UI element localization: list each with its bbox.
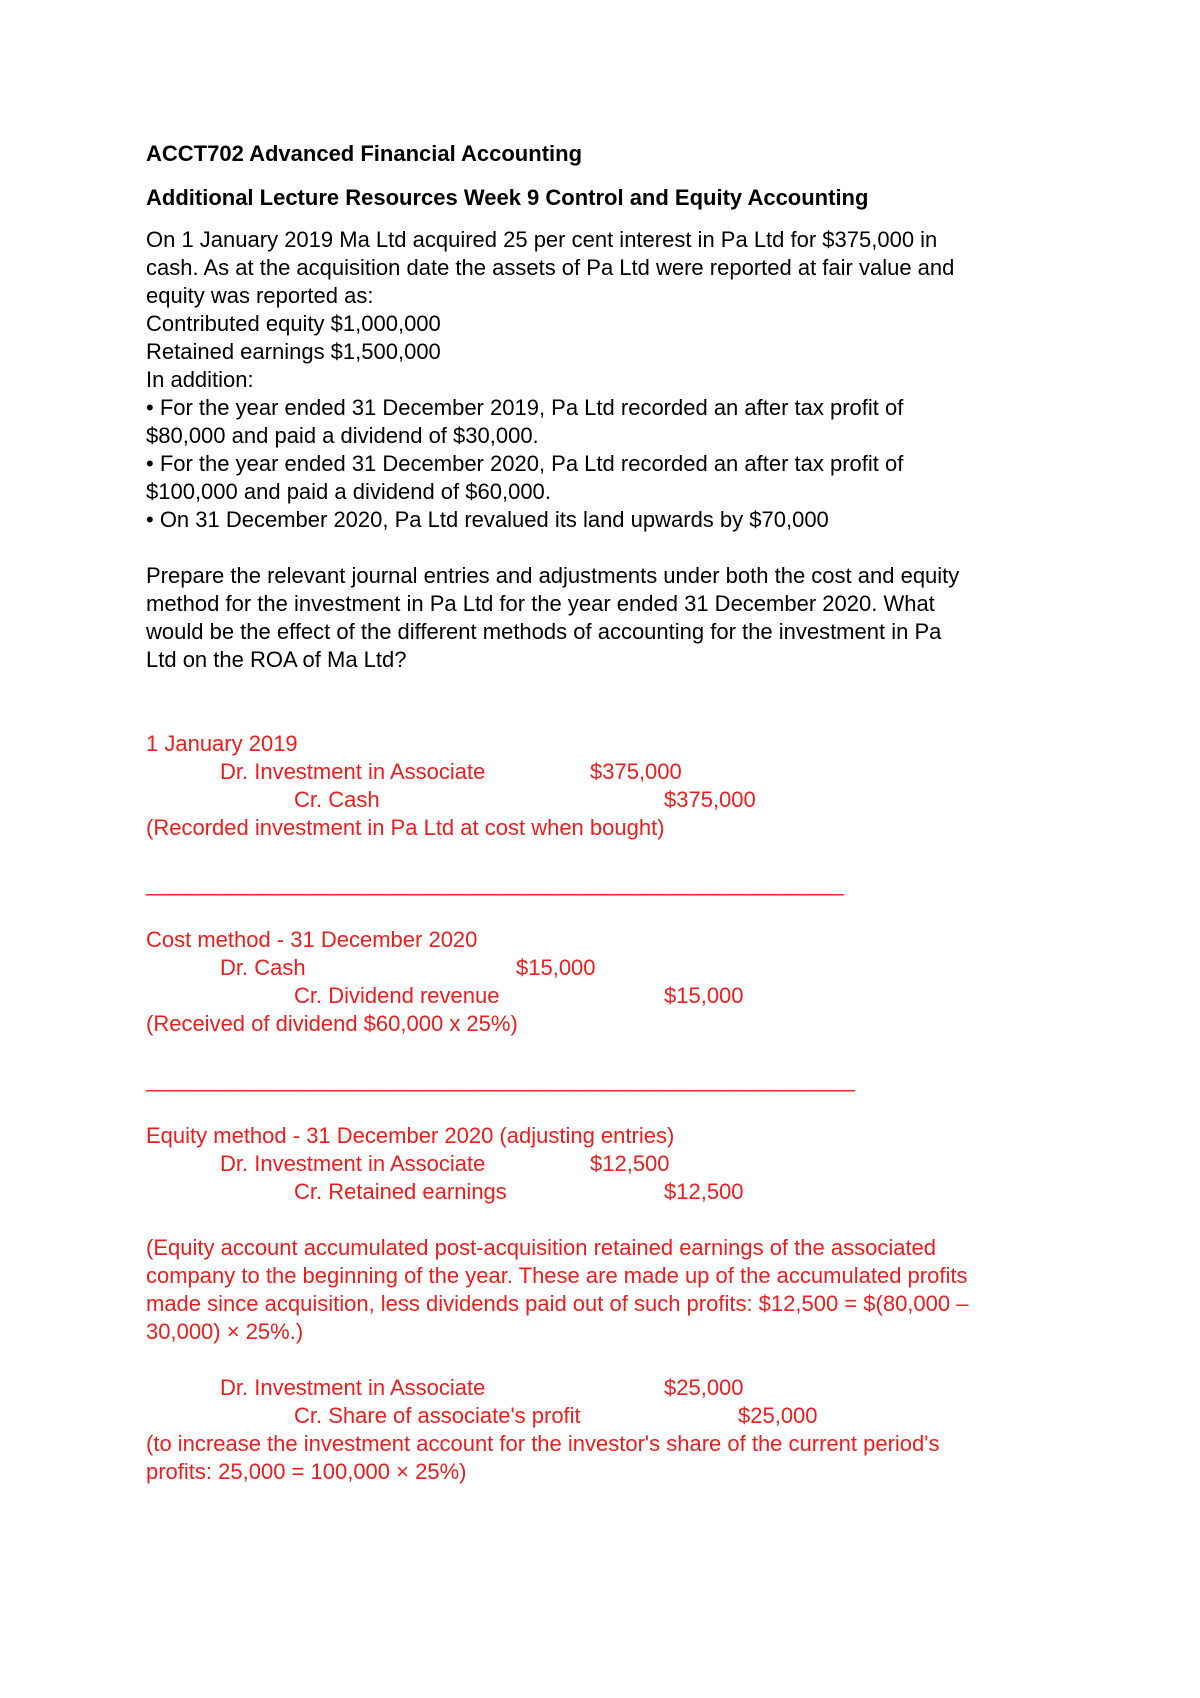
intro-line: In addition: — [146, 367, 254, 392]
credit-amount: $15,000 — [664, 983, 744, 1008]
question-line: Prepare the relevant journal entries and adjustments under both the cost and equity — [146, 563, 960, 588]
credit-amount: $375,000 — [664, 787, 756, 812]
debit-amount: $25,000 — [664, 1375, 744, 1400]
question-line: would be the effect of the different methods of accounting for the investment in Pa — [146, 619, 942, 644]
document-title: ACCT702 Advanced Financial Accounting — [146, 141, 583, 166]
question-line: Ltd on the ROA of Ma Ltd? — [146, 647, 407, 672]
credit-label: Cr. Dividend revenue — [294, 983, 500, 1008]
note-line: profits: 25,000 = 100,000 × 25%) — [146, 1459, 467, 1484]
intro-line: $80,000 and paid a dividend of $30,000. — [146, 423, 539, 448]
debit-label: Dr. Investment in Associate — [220, 1151, 486, 1176]
acquisition-note: (Recorded investment in Pa Ltd at cost when bought) — [146, 815, 665, 840]
acquisition-entry — [146, 730, 1086, 842]
intro-paragraph — [146, 226, 1086, 534]
credit-amount: $25,000 — [738, 1403, 818, 1428]
equity-note-1 — [146, 1234, 1086, 1346]
debit-label: Dr. Cash — [220, 955, 306, 980]
intro-line: • On 31 December 2020, Pa Ltd revalued its land upwards by $70,000 — [146, 507, 829, 532]
debit-amount: $375,000 — [590, 759, 682, 784]
intro-line: Contributed equity $1,000,000 — [146, 311, 441, 336]
cost-method-note: (Received of dividend $60,000 x 25%) — [146, 1011, 518, 1036]
intro-line: $100,000 and paid a dividend of $60,000. — [146, 479, 551, 504]
debit-amount: $12,500 — [590, 1151, 670, 1176]
credit-label: Cr. Share of associate's profit — [294, 1403, 581, 1428]
document-page — [146, 140, 1086, 1486]
intro-line: On 1 January 2019 Ma Ltd acquired 25 per cent interest in Pa Ltd for $375,000 in — [146, 227, 938, 252]
intro-line: Retained earnings $1,500,000 — [146, 339, 441, 364]
intro-line: • For the year ended 31 December 2020, Pa Ltd recorded an after tax profit of — [146, 451, 904, 476]
cost-method-entry — [146, 926, 1086, 1038]
credit-label: Cr. Retained earnings — [294, 1179, 507, 1204]
debit-label: Dr. Investment in Associate — [220, 1375, 486, 1400]
note-line: 30,000) × 25%.) — [146, 1319, 304, 1344]
note-line: (to increase the investment account for the investor's share of the current period's — [146, 1431, 940, 1456]
note-line: made since acquisition, less dividends paid out of such profits: $12,500 = $(80,000 – — [146, 1291, 969, 1316]
note-line: company to the beginning of the year. These are made up of the accumulated profits — [146, 1263, 968, 1288]
cost-method-heading: Cost method - 31 December 2020 — [146, 927, 478, 952]
acquisition-heading: 1 January 2019 — [146, 731, 298, 756]
intro-line: • For the year ended 31 December 2019, Pa Ltd recorded an after tax profit of — [146, 395, 904, 420]
debit-label: Dr. Investment in Associate — [220, 759, 486, 784]
note-line: (Equity account accumulated post-acquisition retained earnings of the associated — [146, 1235, 937, 1260]
separator-line: ______________________________________________________________ — [146, 871, 843, 896]
separator-line: _______________________________________________________________ — [146, 1067, 854, 1092]
equity-method-entries — [146, 1122, 1086, 1486]
debit-amount: $15,000 — [516, 955, 596, 980]
equity-note-2 — [146, 1430, 1086, 1486]
equity-method-heading: Equity method - 31 December 2020 (adjusting entries) — [146, 1123, 675, 1148]
credit-label: Cr. Cash — [294, 787, 380, 812]
question-line: method for the investment in Pa Ltd for the year ended 31 December 2020. What — [146, 591, 935, 616]
intro-line: equity was reported as: — [146, 283, 374, 308]
question-paragraph — [146, 562, 1086, 674]
document-subtitle: Additional Lecture Resources Week 9 Control and Equity Accounting — [146, 185, 869, 210]
intro-line: cash. As at the acquisition date the assets of Pa Ltd were reported at fair value and — [146, 255, 955, 280]
credit-amount: $12,500 — [664, 1179, 744, 1204]
